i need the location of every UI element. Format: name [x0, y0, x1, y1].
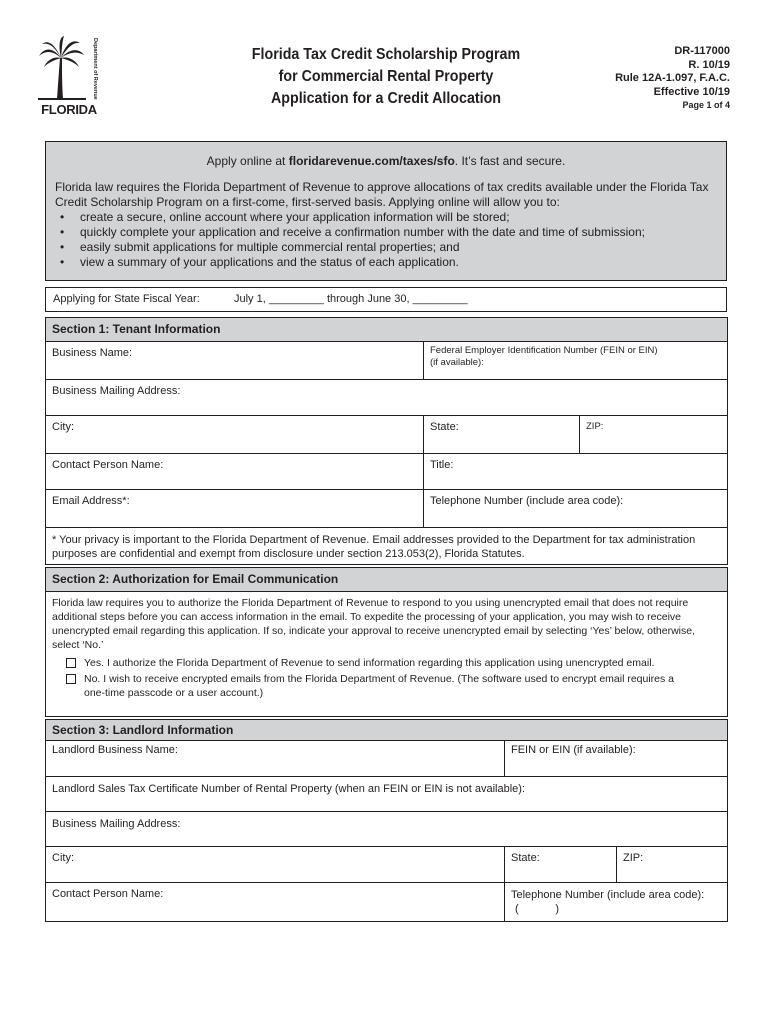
- apply-online-line: [46, 154, 726, 168]
- tenant-mailing-address-field[interactable]: Business Mailing Address:: [52, 385, 181, 397]
- landlord-fein-field[interactable]: FEIN or EIN (if available):: [504, 741, 727, 776]
- section-1-tenant: [45, 317, 728, 565]
- palm-tree-icon: [38, 36, 86, 100]
- tenant-row-email: [46, 490, 727, 528]
- florida-dor-logo: [38, 36, 100, 120]
- tenant-city-field[interactable]: City:: [52, 421, 74, 433]
- landlord-contact-field[interactable]: Contact Person Name:: [52, 888, 164, 900]
- intro-paragraph: Florida law requires the Florida Department of Revenue to approve allocations of tax credits available under the Florida Tax Credit Scholarship Program on a first-come, first-served basis. Applying online will allow you to:: [55, 180, 709, 209]
- rule: Rule 12A-1.097, F.A.C.: [615, 72, 730, 84]
- tenant-row-address: [46, 380, 727, 416]
- section-2-heading: Section 2: Authorization for Email Communication: [46, 568, 727, 592]
- landlord-zip-field[interactable]: ZIP:: [616, 847, 727, 882]
- fiscal-year-row[interactable]: [45, 287, 727, 312]
- privacy-note-row: [46, 528, 727, 564]
- bullet-item: • easily submit applications for multiple commercial rental properties; and: [60, 240, 726, 255]
- section-2-body: Florida law requires you to authorize the Florida Department of Revenue to respond to you using unencrypted email that does not require additional steps before you can access information in the email. To expedite the processing of your application, you may wish to receive unencrypted email regarding this application. If so, indicate your approval to receive unencrypted email by selecting ‘Yes’ below, otherwise, select ‘No.’: [52, 597, 696, 651]
- section-3-landlord: [45, 719, 728, 922]
- tenant-row-city: [46, 416, 727, 454]
- bullet-item: • quickly complete your application and receive a confirmation number with the date and time of submission;: [60, 225, 726, 240]
- privacy-note: * Your privacy is important to the Florida Department of Revenue. Email addresses provided to the Department for tax administration purposes are confidential and exempt from disclosure under section 213.053(2), Florida Statutes.: [52, 534, 696, 560]
- logo-wordmark: FLORIDA: [41, 102, 97, 117]
- landlord-row-name: [46, 741, 727, 777]
- form-number: DR-117000: [674, 45, 730, 57]
- landlord-row-sales-tax: [46, 777, 727, 812]
- form-id-block: [615, 45, 730, 113]
- title-line: Florida Tax Credit Scholarship Program: [251, 46, 521, 63]
- apply-url-link[interactable]: floridarevenue.com/taxes/sfo: [288, 154, 455, 168]
- tenant-contact-field[interactable]: Contact Person Name:: [52, 459, 164, 471]
- tenant-email-field[interactable]: Email Address*:: [52, 495, 130, 507]
- section-2-email-authorization: [45, 567, 728, 717]
- section-3-heading: Section 3: Landlord Information: [46, 720, 727, 741]
- effective-date: Effective 10/19: [653, 85, 730, 98]
- tenant-business-name-field[interactable]: Business Name:: [52, 347, 133, 359]
- title-line: Application for a Credit Allocation: [270, 90, 502, 107]
- title-line: for Commercial Rental Property: [278, 68, 494, 85]
- fiscal-year-label: Applying for State Fiscal Year:: [53, 293, 200, 305]
- tenant-row-name: [46, 342, 727, 380]
- bullet-item: • create a secure, online account where your application information will be stored;: [60, 210, 726, 225]
- email-yes-option[interactable]: [46, 656, 727, 670]
- yes-checkbox[interactable]: [66, 658, 76, 668]
- landlord-row-address: [46, 812, 727, 847]
- form-title: [235, 44, 537, 110]
- tenant-title-field[interactable]: Title:: [423, 454, 727, 489]
- tenant-state-field[interactable]: State:: [423, 416, 579, 453]
- revision: R. 10/19: [688, 58, 730, 71]
- fein-label: Federal Employer Identification Number (FEIN or EIN): [430, 345, 658, 356]
- landlord-state-field[interactable]: State:: [504, 847, 616, 882]
- no-label: No. I wish to receive encrypted emails from the Florida Department of Revenue. (The software used to encrypt email requires a one-time passcode or a user account.): [84, 673, 675, 699]
- landlord-row-contact: [46, 883, 727, 921]
- tenant-fein-field[interactable]: [423, 342, 727, 379]
- landlord-phone-field[interactable]: [504, 883, 727, 921]
- tenant-row-contact: [46, 454, 727, 490]
- fiscal-year-dates[interactable]: July 1, _________ through June 30, _________: [234, 293, 468, 305]
- no-checkbox[interactable]: [66, 674, 76, 684]
- tenant-zip-field[interactable]: ZIP:: [579, 416, 727, 453]
- bullet-item: • view a summary of your applications and the status of each application.: [60, 255, 726, 270]
- landlord-city-field[interactable]: City:: [52, 852, 74, 864]
- intro-box: [45, 141, 727, 281]
- page-number: Page 1 of 4: [682, 100, 730, 110]
- apply-suffix: . It’s fast and secure.: [454, 154, 566, 168]
- logo-department-text: Department of Revenue: [92, 38, 98, 100]
- landlord-sales-tax-field[interactable]: Landlord Sales Tax Certificate Number of Rental Property (when an FEIN or EIN is not available):: [52, 783, 526, 795]
- landlord-row-city: [46, 847, 727, 883]
- email-no-option[interactable]: [46, 672, 727, 700]
- intro-bullets: [46, 210, 726, 270]
- tenant-phone-field[interactable]: Telephone Number (include area code):: [423, 490, 727, 527]
- landlord-business-name-field[interactable]: Landlord Business Name:: [52, 744, 178, 756]
- landlord-phone-label: Telephone Number (include area code):: [511, 889, 705, 901]
- apply-prefix: Apply online at: [206, 154, 289, 168]
- landlord-phone-parens: ( ): [515, 903, 559, 915]
- yes-label: Yes. I authorize the Florida Department of Revenue to send information regarding this application using unencrypted email.: [84, 657, 655, 669]
- section-1-heading: Section 1: Tenant Information: [46, 318, 727, 342]
- fein-sublabel: (if available):: [430, 357, 484, 368]
- landlord-mailing-address-field[interactable]: Business Mailing Address:: [52, 818, 181, 830]
